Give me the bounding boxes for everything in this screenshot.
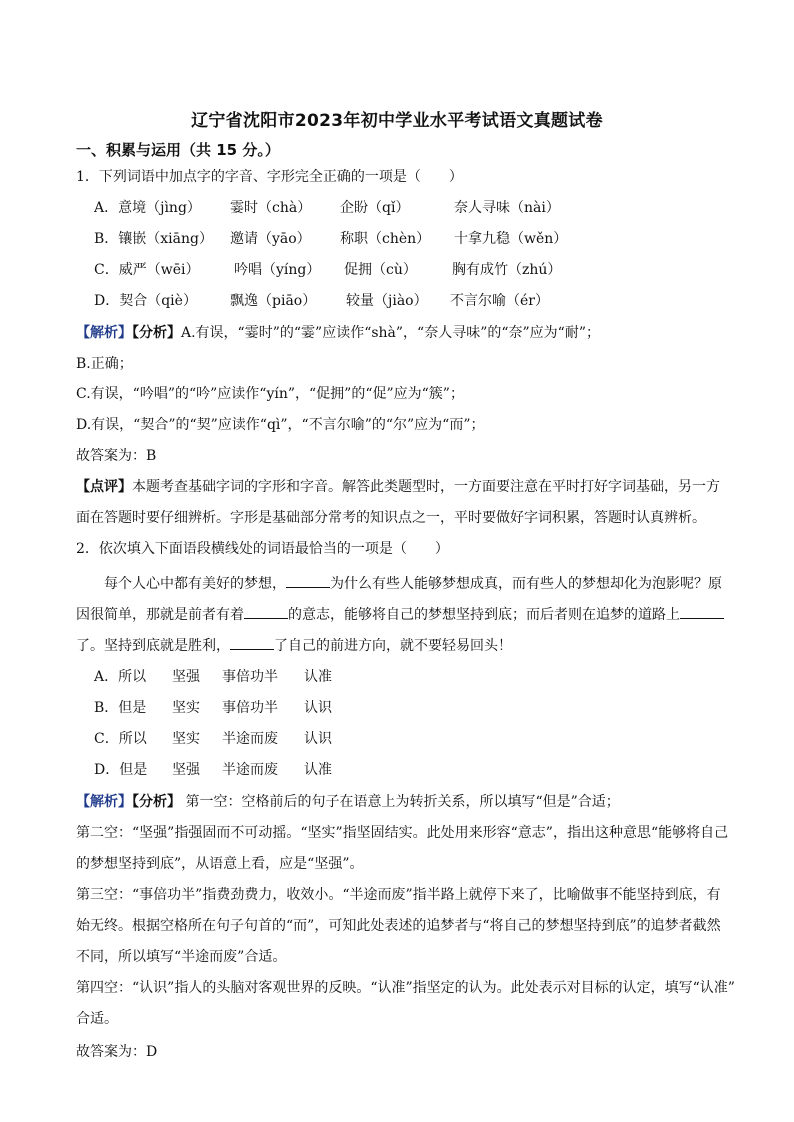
passage-text: 每个人心中都有美好的梦想， bbox=[104, 576, 286, 592]
q2-analysis-2-cont: 的梦想坚持到底”，从语意上看，应是“坚强”。 bbox=[76, 856, 364, 872]
fill-blank bbox=[230, 635, 274, 650]
option-item: D．契合（qiè） bbox=[94, 293, 197, 309]
section-heading: 一、积累与运用（共 15 分。） bbox=[76, 141, 280, 159]
option-item: B．镶嵌（xiāng） bbox=[94, 231, 213, 247]
q2-passage-line-2 bbox=[76, 604, 724, 625]
comment-tag: 【点评】 bbox=[76, 479, 132, 495]
q2-passage-line-3 bbox=[76, 635, 512, 656]
q1-analysis-c: C.有误，“吟唱”的“吟”应读作“yín”，“促拥”的“促”应为“簇”； bbox=[76, 386, 464, 402]
q2-analysis-3: 第三空：“事倍功半”指费劲费力，收效小。“半途而废”指半路上就停下来了，比喻做事不能坚持到底，有 bbox=[76, 887, 721, 903]
analysis-tag: 【解析】 bbox=[76, 794, 132, 810]
option-item: 认识 bbox=[304, 700, 332, 716]
analysis-text: A.有误，“霎时”的“霎”应读作“shà”，“奈人寻味”的“奈”应为“耐”； bbox=[181, 325, 600, 341]
option-item: 认准 bbox=[304, 669, 332, 685]
q1-analysis-b: B.正确； bbox=[76, 356, 133, 372]
q2-analysis-4: 第四空：“认识”指人的头脑对客观世界的反映。“认准”指坚定的认为。此处表示对目标的认定，填写“认准” bbox=[76, 980, 735, 996]
q2-analysis-2: 第二空：“坚强”指强固而不可动摇。“坚实”指坚固结实。此处用来形容“意志”，指出这种意思“能够将自己 bbox=[76, 825, 729, 841]
question-1-stem: 1．下列词语中加点字的字音、字形完全正确的一项是（ ） bbox=[76, 169, 463, 185]
option-item: B．但是 bbox=[94, 700, 147, 716]
q2-answer: 故答案为：D bbox=[76, 1044, 158, 1060]
analysis-subtag: 【分析】 bbox=[132, 325, 181, 341]
option-item: 胸有成竹（zhú） bbox=[452, 262, 562, 278]
q1-analysis-d: D.有误，“契合”的“契”应读作“qì”，“不言尔喻”的“尔”应为“而”； bbox=[76, 417, 485, 433]
fill-blank bbox=[244, 604, 288, 619]
fill-blank bbox=[286, 573, 330, 588]
option-item: 奈人寻味（nài） bbox=[454, 200, 560, 216]
question-2-stem: 2．依次填入下面语段横线处的词语最恰当的一项是（ ） bbox=[76, 541, 449, 557]
option-item: A．意境（jìng） bbox=[94, 200, 201, 216]
option-item: C．所以 bbox=[94, 731, 147, 747]
passage-text: 了自己的前进方向，就不要轻易回头！ bbox=[274, 638, 512, 654]
q2-analysis-1 bbox=[76, 792, 620, 812]
option-item: 坚实 bbox=[172, 700, 200, 716]
option-item: 坚强 bbox=[172, 762, 200, 778]
analysis-tag: 【解析】 bbox=[76, 325, 132, 341]
q2-analysis-3-end: 不同，所以填写“半途而废”合适。 bbox=[76, 949, 287, 965]
q2-analysis-3-cont: 始无终。根据空格所在句子句首的“而”，可知此处表述的追梦者与“将自己的梦想坚持到底”的追梦者截然 bbox=[76, 918, 721, 934]
analysis-subtag: 【分析】 bbox=[132, 794, 181, 810]
option-item: 半途而废 bbox=[222, 762, 278, 778]
passage-text: 因很简单，那就是前者有着 bbox=[76, 607, 244, 623]
passage-text: 了。坚持到底就是胜利， bbox=[76, 638, 230, 654]
option-item: C．威严（wēi） bbox=[94, 262, 200, 278]
comment-text: 本题考查基础字词的字形和字音。解答此类题型时，一方面要注意在平时打好字词基础，另一方 bbox=[132, 479, 720, 495]
q1-analysis-a bbox=[76, 323, 600, 343]
q2-passage-line-1 bbox=[104, 573, 722, 594]
option-item: 认准 bbox=[304, 762, 332, 778]
page-title: 辽宁省沈阳市2023年初中学业水平考试语文真题试卷 bbox=[191, 111, 603, 131]
fill-blank bbox=[680, 604, 724, 619]
option-item: D．但是 bbox=[94, 762, 148, 778]
option-item: 企盼（qǐ） bbox=[340, 200, 410, 216]
q1-comment bbox=[76, 477, 720, 497]
option-item: 促拥（cù） bbox=[344, 262, 417, 278]
option-item: 坚实 bbox=[172, 731, 200, 747]
option-item: 飘逸（piāo） bbox=[230, 293, 317, 309]
q1-answer: 故答案为：B bbox=[76, 448, 157, 464]
option-item: 吟唱（yíng） bbox=[234, 262, 321, 278]
option-item: 事倍功半 bbox=[222, 669, 278, 685]
option-item: 事倍功半 bbox=[222, 700, 278, 716]
option-item: 不言尔喻（ér） bbox=[450, 293, 549, 309]
option-item: A．所以 bbox=[94, 669, 147, 685]
q2-analysis-4-cont: 合适。 bbox=[76, 1011, 118, 1027]
passage-text: 的意志，能够将自己的梦想坚持到底；而后者则在追梦的道路上 bbox=[288, 607, 680, 623]
option-item: 邀请（yāo） bbox=[230, 231, 311, 247]
option-item: 霎时（chà） bbox=[230, 200, 312, 216]
option-item: 称职（chèn） bbox=[340, 231, 431, 247]
option-item: 认识 bbox=[304, 731, 332, 747]
option-item: 十拿九稳（wěn） bbox=[454, 231, 568, 247]
q1-comment-cont: 面在答题时要仔细辨析。字形是基础部分常考的知识点之一，平时要做好字词积累，答题时认真辨析。 bbox=[76, 510, 706, 526]
option-item: 较量（jiào） bbox=[346, 293, 428, 309]
option-item: 坚强 bbox=[172, 669, 200, 685]
analysis-text: 第一空：空格前后的句子在语意上为转折关系，所以填写“但是”合适； bbox=[185, 794, 620, 810]
option-item: 半途而废 bbox=[222, 731, 278, 747]
passage-text: 为什么有些人能够梦想成真，而有些人的梦想却化为泡影呢？原 bbox=[330, 576, 722, 592]
